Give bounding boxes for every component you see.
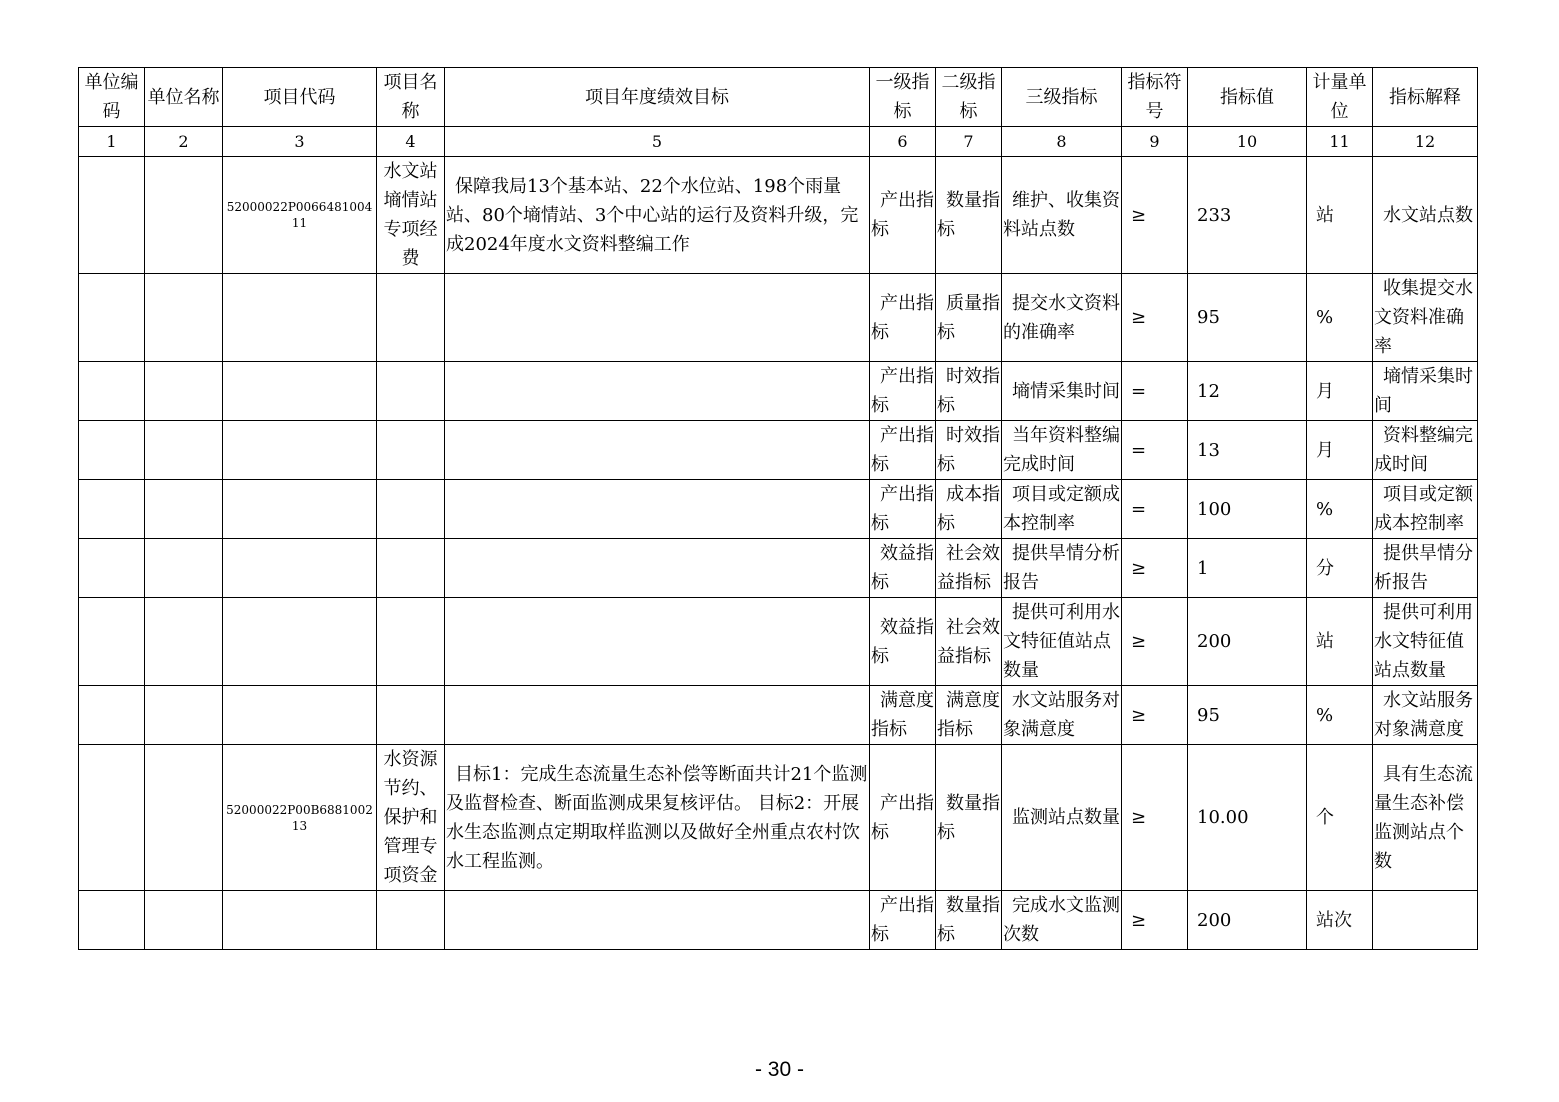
cell-symbol: ≥ [1122, 598, 1188, 686]
cell-level1: 满意度指标 [870, 686, 936, 745]
cell-project-name [377, 891, 445, 950]
cell-unit: 月 [1307, 362, 1373, 421]
cell-unit-name [145, 274, 223, 362]
cell-symbol: ≥ [1122, 745, 1188, 891]
table-row [79, 274, 1478, 362]
cell-symbol: ≥ [1122, 274, 1188, 362]
cell-explanation: 具有生态流量生态补偿监测站点个数 [1373, 745, 1478, 891]
cell-level2: 满意度指标 [936, 686, 1002, 745]
header-level1: 一级指标 [870, 68, 936, 127]
cell-project-name [377, 274, 445, 362]
cell-value: 12 [1188, 362, 1307, 421]
page-number: - 30 - [754, 1058, 804, 1081]
cell-unit-code [79, 157, 145, 274]
cell-goal [445, 539, 870, 598]
column-number: 7 [936, 127, 1002, 157]
cell-level3: 提交水文资料的准确率 [1002, 274, 1122, 362]
cell-value: 13 [1188, 421, 1307, 480]
cell-value: 233 [1188, 157, 1307, 274]
header-explanation: 指标解释 [1373, 68, 1478, 127]
cell-level3: 水文站服务对象满意度 [1002, 686, 1122, 745]
cell-project-code [223, 274, 377, 362]
cell-value: 200 [1188, 891, 1307, 950]
cell-explanation: 收集提交水文资料准确率 [1373, 274, 1478, 362]
column-number: 11 [1307, 127, 1373, 157]
cell-unit-code [79, 745, 145, 891]
column-number: 5 [445, 127, 870, 157]
cell-goal: 目标1：完成生态流量生态补偿等断面共计21个监测及监督检查、断面监测成果复核评估。 目标2：开展水生态监测点定期取样监测以及做好全州重点农村饮水工程监测。 [445, 745, 870, 891]
cell-level1: 产出指标 [870, 891, 936, 950]
cell-unit-code [79, 539, 145, 598]
cell-unit-code [79, 274, 145, 362]
cell-explanation: 项目或定额成本控制率 [1373, 480, 1478, 539]
cell-unit-name [145, 157, 223, 274]
header-unit-name: 单位名称 [145, 68, 223, 127]
column-number: 3 [223, 127, 377, 157]
column-number: 10 [1188, 127, 1307, 157]
cell-goal [445, 598, 870, 686]
cell-unit-name [145, 421, 223, 480]
cell-goal [445, 362, 870, 421]
header-level2: 二级指标 [936, 68, 1002, 127]
column-number-row [79, 127, 1478, 157]
cell-level3: 提供旱情分析报告 [1002, 539, 1122, 598]
header-symbol: 指标符号 [1122, 68, 1188, 127]
cell-value: 200 [1188, 598, 1307, 686]
cell-project-name [377, 539, 445, 598]
cell-unit: % [1307, 480, 1373, 539]
table-row [79, 539, 1478, 598]
cell-project-code [223, 362, 377, 421]
cell-goal [445, 421, 870, 480]
cell-value: 10.00 [1188, 745, 1307, 891]
cell-project-name [377, 421, 445, 480]
cell-level2: 数量指标 [936, 745, 1002, 891]
cell-symbol: ≥ [1122, 157, 1188, 274]
cell-value: 95 [1188, 274, 1307, 362]
cell-level2: 质量指标 [936, 274, 1002, 362]
cell-level3: 提供可利用水文特征值站点数量 [1002, 598, 1122, 686]
performance-table [78, 67, 1478, 950]
cell-project-name [377, 686, 445, 745]
cell-level1: 产出指标 [870, 157, 936, 274]
cell-explanation: 水文站点数 [1373, 157, 1478, 274]
cell-unit: 分 [1307, 539, 1373, 598]
cell-level2: 时效指标 [936, 362, 1002, 421]
cell-level3: 完成水文监测次数 [1002, 891, 1122, 950]
column-number: 2 [145, 127, 223, 157]
cell-unit-name [145, 598, 223, 686]
cell-unit-code [79, 598, 145, 686]
column-number: 1 [79, 127, 145, 157]
cell-symbol: = [1122, 480, 1188, 539]
cell-unit-name [145, 891, 223, 950]
cell-unit: 站次 [1307, 891, 1373, 950]
cell-project-code: 52000022P00B688100213 [223, 745, 377, 891]
cell-symbol: = [1122, 362, 1188, 421]
cell-explanation [1373, 891, 1478, 950]
cell-level3: 监测站点数量 [1002, 745, 1122, 891]
cell-unit: 个 [1307, 745, 1373, 891]
cell-level1: 产出指标 [870, 274, 936, 362]
cell-project-name [377, 362, 445, 421]
cell-unit: 站 [1307, 598, 1373, 686]
cell-explanation: 墒情采集时间 [1373, 362, 1478, 421]
cell-level1: 效益指标 [870, 539, 936, 598]
table-row [79, 480, 1478, 539]
cell-unit: 月 [1307, 421, 1373, 480]
cell-value: 100 [1188, 480, 1307, 539]
cell-project-code [223, 598, 377, 686]
cell-project-name: 水文站墒情站专项经费 [377, 157, 445, 274]
cell-unit-name [145, 686, 223, 745]
table-row [79, 891, 1478, 950]
cell-symbol: ≥ [1122, 891, 1188, 950]
table-row [79, 745, 1478, 891]
cell-project-code [223, 539, 377, 598]
cell-level2: 成本指标 [936, 480, 1002, 539]
cell-unit-name [145, 362, 223, 421]
cell-value: 1 [1188, 539, 1307, 598]
cell-level3: 项目或定额成本控制率 [1002, 480, 1122, 539]
cell-symbol: ≥ [1122, 539, 1188, 598]
column-number: 12 [1373, 127, 1478, 157]
table-row [79, 686, 1478, 745]
cell-goal [445, 686, 870, 745]
cell-symbol: = [1122, 421, 1188, 480]
cell-level2: 数量指标 [936, 157, 1002, 274]
header-unit: 计量单位 [1307, 68, 1373, 127]
column-number: 9 [1122, 127, 1188, 157]
cell-project-code [223, 891, 377, 950]
column-number: 6 [870, 127, 936, 157]
cell-level1: 产出指标 [870, 480, 936, 539]
cell-unit-code [79, 686, 145, 745]
cell-level1: 产出指标 [870, 362, 936, 421]
table-row [79, 598, 1478, 686]
header-row [79, 68, 1478, 127]
table-row [79, 421, 1478, 480]
cell-level2: 数量指标 [936, 891, 1002, 950]
cell-unit: 站 [1307, 157, 1373, 274]
table-row [79, 157, 1478, 274]
cell-symbol: ≥ [1122, 686, 1188, 745]
header-project-code: 项目代码 [223, 68, 377, 127]
header-unit-code: 单位编码 [79, 68, 145, 127]
cell-unit: % [1307, 274, 1373, 362]
cell-goal [445, 480, 870, 539]
header-project-name: 项目名称 [377, 68, 445, 127]
cell-project-code [223, 480, 377, 539]
cell-explanation: 提供可利用水文特征值站点数量 [1373, 598, 1478, 686]
cell-project-name: 水资源节约、保护和管理专项资金 [377, 745, 445, 891]
table-row [79, 362, 1478, 421]
cell-unit: % [1307, 686, 1373, 745]
cell-level3: 当年资料整编完成时间 [1002, 421, 1122, 480]
cell-level1: 产出指标 [870, 745, 936, 891]
cell-unit-name [145, 539, 223, 598]
cell-level2: 时效指标 [936, 421, 1002, 480]
cell-unit-code [79, 362, 145, 421]
cell-level3: 维护、收集资料站点数 [1002, 157, 1122, 274]
cell-explanation: 水文站服务对象满意度 [1373, 686, 1478, 745]
cell-goal [445, 274, 870, 362]
cell-explanation: 提供旱情分析报告 [1373, 539, 1478, 598]
cell-project-code [223, 421, 377, 480]
cell-project-name [377, 480, 445, 539]
header-value: 指标值 [1188, 68, 1307, 127]
cell-unit-name [145, 745, 223, 891]
cell-goal [445, 891, 870, 950]
cell-unit-code [79, 891, 145, 950]
cell-level1: 效益指标 [870, 598, 936, 686]
cell-project-code: 52000022P006648100411 [223, 157, 377, 274]
cell-level2: 社会效益指标 [936, 539, 1002, 598]
cell-level3: 墒情采集时间 [1002, 362, 1122, 421]
cell-goal: 保障我局13个基本站、22个水位站、198个雨量站、80个墒情站、3个中心站的运行及资料升级，完成2024年度水文资料整编工作 [445, 157, 870, 274]
cell-value: 95 [1188, 686, 1307, 745]
cell-unit-name [145, 480, 223, 539]
cell-project-code [223, 686, 377, 745]
column-number: 4 [377, 127, 445, 157]
column-number: 8 [1002, 127, 1122, 157]
header-annual-goal: 项目年度绩效目标 [445, 68, 870, 127]
cell-unit-code [79, 480, 145, 539]
header-level3: 三级指标 [1002, 68, 1122, 127]
cell-level2: 社会效益指标 [936, 598, 1002, 686]
cell-unit-code [79, 421, 145, 480]
cell-level1: 产出指标 [870, 421, 936, 480]
cell-explanation: 资料整编完成时间 [1373, 421, 1478, 480]
cell-project-name [377, 598, 445, 686]
